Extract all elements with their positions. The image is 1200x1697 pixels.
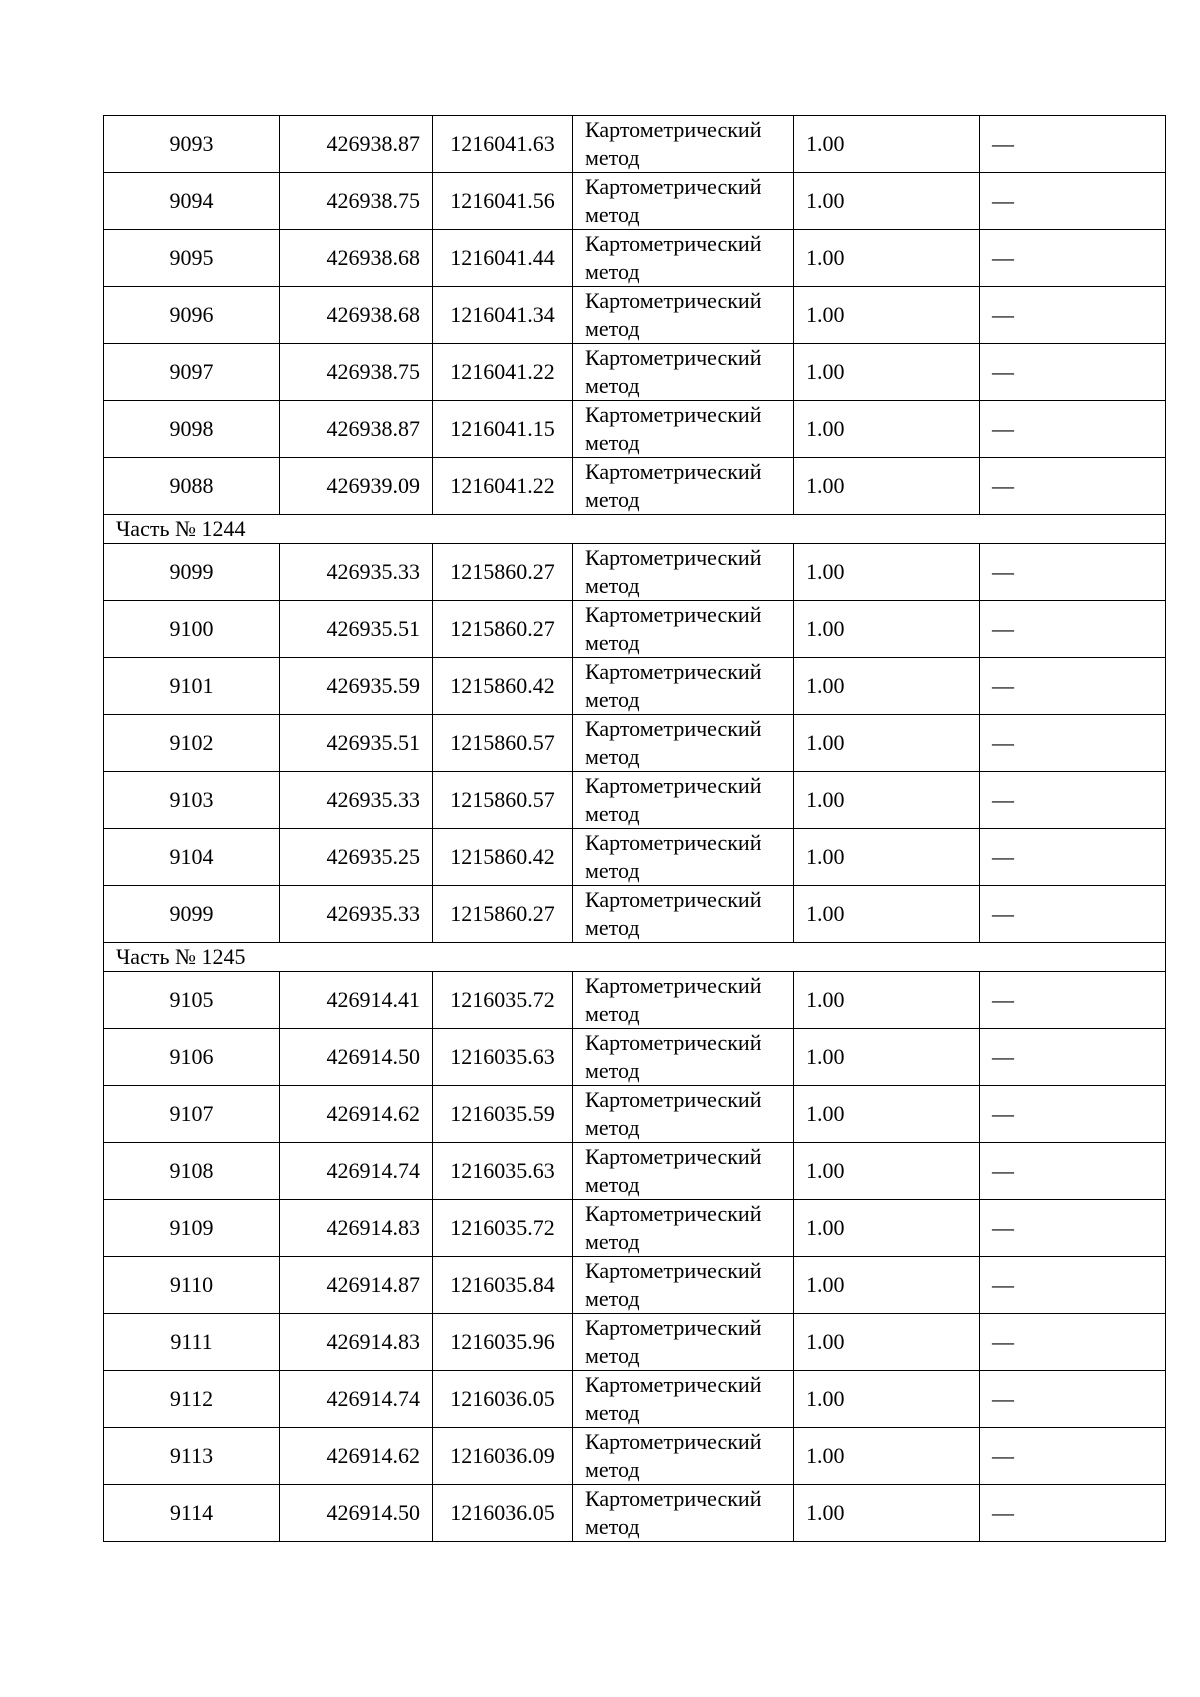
method-line-1: Картометрический bbox=[585, 1429, 762, 1454]
x-coordinate: 426914.83 bbox=[280, 1200, 433, 1257]
y-coordinate: 1215860.42 bbox=[433, 658, 573, 715]
description-value: — bbox=[980, 1029, 1166, 1086]
table-row bbox=[104, 1428, 1166, 1485]
point-number: 9114 bbox=[104, 1485, 280, 1542]
method-line-1: Картометрический bbox=[585, 545, 762, 570]
description-value: — bbox=[980, 230, 1166, 287]
method-cell bbox=[573, 1029, 794, 1086]
method-cell bbox=[573, 458, 794, 515]
method-cell bbox=[573, 1314, 794, 1371]
x-coordinate: 426938.75 bbox=[280, 173, 433, 230]
method-line-2: метод bbox=[585, 487, 640, 512]
accuracy-value: 1.00 bbox=[794, 544, 980, 601]
accuracy-value: 1.00 bbox=[794, 1086, 980, 1143]
accuracy-value: 1.00 bbox=[794, 344, 980, 401]
point-number: 9112 bbox=[104, 1371, 280, 1428]
method-line-1: Картометрический bbox=[585, 117, 762, 142]
coordinates-table bbox=[103, 115, 1166, 1542]
y-coordinate: 1216041.15 bbox=[433, 401, 573, 458]
method-cell bbox=[573, 715, 794, 772]
y-coordinate: 1216041.63 bbox=[433, 116, 573, 173]
point-number: 9095 bbox=[104, 230, 280, 287]
table-row bbox=[104, 886, 1166, 943]
x-coordinate: 426938.75 bbox=[280, 344, 433, 401]
table-row bbox=[104, 1200, 1166, 1257]
x-coordinate: 426935.33 bbox=[280, 886, 433, 943]
table-row bbox=[104, 173, 1166, 230]
table-row bbox=[104, 601, 1166, 658]
accuracy-value: 1.00 bbox=[794, 1428, 980, 1485]
method-line-2: метод bbox=[585, 687, 640, 712]
method-cell bbox=[573, 1485, 794, 1542]
method-line-2: метод bbox=[585, 915, 640, 940]
accuracy-value: 1.00 bbox=[794, 401, 980, 458]
method-cell bbox=[573, 1086, 794, 1143]
point-number: 9104 bbox=[104, 829, 280, 886]
y-coordinate: 1215860.27 bbox=[433, 544, 573, 601]
x-coordinate: 426935.25 bbox=[280, 829, 433, 886]
accuracy-value: 1.00 bbox=[794, 1257, 980, 1314]
y-coordinate: 1215860.27 bbox=[433, 886, 573, 943]
description-value: — bbox=[980, 1485, 1166, 1542]
y-coordinate: 1216036.09 bbox=[433, 1428, 573, 1485]
accuracy-value: 1.00 bbox=[794, 715, 980, 772]
method-line-1: Картометрический bbox=[585, 345, 762, 370]
table-row bbox=[104, 544, 1166, 601]
method-line-2: метод bbox=[585, 573, 640, 598]
accuracy-value: 1.00 bbox=[794, 829, 980, 886]
table-row bbox=[104, 1143, 1166, 1200]
method-line-2: метод bbox=[585, 744, 640, 769]
y-coordinate: 1215860.57 bbox=[433, 715, 573, 772]
method-line-1: Картометрический bbox=[585, 887, 762, 912]
accuracy-value: 1.00 bbox=[794, 1371, 980, 1428]
y-coordinate: 1216035.63 bbox=[433, 1143, 573, 1200]
table-row bbox=[104, 344, 1166, 401]
method-line-1: Картометрический bbox=[585, 402, 762, 427]
y-coordinate: 1215860.42 bbox=[433, 829, 573, 886]
accuracy-value: 1.00 bbox=[794, 1314, 980, 1371]
method-cell bbox=[573, 116, 794, 173]
part-label: Часть № 1244 bbox=[104, 515, 1166, 544]
accuracy-value: 1.00 bbox=[794, 658, 980, 715]
method-line-1: Картометрический bbox=[585, 830, 762, 855]
x-coordinate: 426914.83 bbox=[280, 1314, 433, 1371]
description-value: — bbox=[980, 1428, 1166, 1485]
method-line-2: метод bbox=[585, 316, 640, 341]
x-coordinate: 426935.33 bbox=[280, 544, 433, 601]
method-cell bbox=[573, 401, 794, 458]
method-line-1: Картометрический bbox=[585, 459, 762, 484]
method-line-2: метод bbox=[585, 202, 640, 227]
table-row bbox=[104, 1257, 1166, 1314]
table-row bbox=[104, 1371, 1166, 1428]
point-number: 9100 bbox=[104, 601, 280, 658]
method-cell bbox=[573, 886, 794, 943]
method-line-1: Картометрический bbox=[585, 716, 762, 741]
method-line-1: Картометрический bbox=[585, 1486, 762, 1511]
method-line-2: метод bbox=[585, 430, 640, 455]
y-coordinate: 1216035.96 bbox=[433, 1314, 573, 1371]
description-value: — bbox=[980, 715, 1166, 772]
x-coordinate: 426935.59 bbox=[280, 658, 433, 715]
accuracy-value: 1.00 bbox=[794, 972, 980, 1029]
point-number: 9099 bbox=[104, 886, 280, 943]
y-coordinate: 1216035.72 bbox=[433, 1200, 573, 1257]
description-value: — bbox=[980, 401, 1166, 458]
description-value: — bbox=[980, 972, 1166, 1029]
method-cell bbox=[573, 772, 794, 829]
y-coordinate: 1216041.22 bbox=[433, 458, 573, 515]
x-coordinate: 426914.74 bbox=[280, 1143, 433, 1200]
x-coordinate: 426938.87 bbox=[280, 401, 433, 458]
method-line-1: Картометрический bbox=[585, 1201, 762, 1226]
method-line-1: Картометрический bbox=[585, 1030, 762, 1055]
x-coordinate: 426935.33 bbox=[280, 772, 433, 829]
accuracy-value: 1.00 bbox=[794, 772, 980, 829]
part-header-row bbox=[104, 943, 1166, 972]
accuracy-value: 1.00 bbox=[794, 1200, 980, 1257]
method-line-1: Картометрический bbox=[585, 288, 762, 313]
method-line-2: метод bbox=[585, 1343, 640, 1368]
x-coordinate: 426938.68 bbox=[280, 287, 433, 344]
table-row bbox=[104, 972, 1166, 1029]
point-number: 9094 bbox=[104, 173, 280, 230]
method-cell bbox=[573, 173, 794, 230]
method-cell bbox=[573, 544, 794, 601]
method-line-1: Картометрический bbox=[585, 659, 762, 684]
part-label: Часть № 1245 bbox=[104, 943, 1166, 972]
method-line-2: метод bbox=[585, 373, 640, 398]
accuracy-value: 1.00 bbox=[794, 458, 980, 515]
method-line-2: метод bbox=[585, 1514, 640, 1539]
point-number: 9101 bbox=[104, 658, 280, 715]
x-coordinate: 426914.62 bbox=[280, 1428, 433, 1485]
method-line-1: Картометрический bbox=[585, 602, 762, 627]
method-cell bbox=[573, 1143, 794, 1200]
method-line-2: метод bbox=[585, 1286, 640, 1311]
table-row bbox=[104, 230, 1166, 287]
table-row bbox=[104, 715, 1166, 772]
y-coordinate: 1216041.56 bbox=[433, 173, 573, 230]
point-number: 9111 bbox=[104, 1314, 280, 1371]
method-line-1: Картометрический bbox=[585, 231, 762, 256]
x-coordinate: 426939.09 bbox=[280, 458, 433, 515]
description-value: — bbox=[980, 1086, 1166, 1143]
table-row bbox=[104, 401, 1166, 458]
point-number: 9108 bbox=[104, 1143, 280, 1200]
x-coordinate: 426938.87 bbox=[280, 116, 433, 173]
point-number: 9110 bbox=[104, 1257, 280, 1314]
description-value: — bbox=[980, 544, 1166, 601]
point-number: 9113 bbox=[104, 1428, 280, 1485]
method-line-2: метод bbox=[585, 1229, 640, 1254]
y-coordinate: 1216041.44 bbox=[433, 230, 573, 287]
table-row bbox=[104, 287, 1166, 344]
accuracy-value: 1.00 bbox=[794, 287, 980, 344]
description-value: — bbox=[980, 287, 1166, 344]
table-body bbox=[104, 116, 1166, 1542]
method-line-2: метод bbox=[585, 1457, 640, 1482]
method-line-1: Картометрический bbox=[585, 1258, 762, 1283]
method-line-1: Картометрический bbox=[585, 1087, 762, 1112]
method-line-2: метод bbox=[585, 1058, 640, 1083]
table-row bbox=[104, 772, 1166, 829]
method-line-2: метод bbox=[585, 1172, 640, 1197]
point-number: 9107 bbox=[104, 1086, 280, 1143]
method-cell bbox=[573, 287, 794, 344]
y-coordinate: 1216036.05 bbox=[433, 1485, 573, 1542]
method-line-2: метод bbox=[585, 801, 640, 826]
x-coordinate: 426914.62 bbox=[280, 1086, 433, 1143]
point-number: 9097 bbox=[104, 344, 280, 401]
point-number: 9088 bbox=[104, 458, 280, 515]
point-number: 9109 bbox=[104, 1200, 280, 1257]
method-cell bbox=[573, 1428, 794, 1485]
description-value: — bbox=[980, 1200, 1166, 1257]
accuracy-value: 1.00 bbox=[794, 173, 980, 230]
method-cell bbox=[573, 344, 794, 401]
description-value: — bbox=[980, 344, 1166, 401]
method-line-1: Картометрический bbox=[585, 1315, 762, 1340]
accuracy-value: 1.00 bbox=[794, 1143, 980, 1200]
method-line-2: метод bbox=[585, 858, 640, 883]
method-line-1: Картометрический bbox=[585, 1144, 762, 1169]
description-value: — bbox=[980, 772, 1166, 829]
x-coordinate: 426914.41 bbox=[280, 972, 433, 1029]
y-coordinate: 1216041.22 bbox=[433, 344, 573, 401]
table-row bbox=[104, 1485, 1166, 1542]
y-coordinate: 1215860.27 bbox=[433, 601, 573, 658]
y-coordinate: 1216041.34 bbox=[433, 287, 573, 344]
accuracy-value: 1.00 bbox=[794, 886, 980, 943]
method-cell bbox=[573, 1200, 794, 1257]
point-number: 9102 bbox=[104, 715, 280, 772]
y-coordinate: 1215860.57 bbox=[433, 772, 573, 829]
description-value: — bbox=[980, 829, 1166, 886]
point-number: 9093 bbox=[104, 116, 280, 173]
point-number: 9099 bbox=[104, 544, 280, 601]
y-coordinate: 1216035.72 bbox=[433, 972, 573, 1029]
point-number: 9103 bbox=[104, 772, 280, 829]
description-value: — bbox=[980, 1143, 1166, 1200]
x-coordinate: 426935.51 bbox=[280, 715, 433, 772]
method-cell bbox=[573, 658, 794, 715]
accuracy-value: 1.00 bbox=[794, 230, 980, 287]
description-value: — bbox=[980, 458, 1166, 515]
accuracy-value: 1.00 bbox=[794, 601, 980, 658]
description-value: — bbox=[980, 1257, 1166, 1314]
description-value: — bbox=[980, 658, 1166, 715]
description-value: — bbox=[980, 1371, 1166, 1428]
method-line-2: метод bbox=[585, 1001, 640, 1026]
point-number: 9105 bbox=[104, 972, 280, 1029]
method-cell bbox=[573, 829, 794, 886]
method-line-1: Картометрический bbox=[585, 973, 762, 998]
y-coordinate: 1216035.84 bbox=[433, 1257, 573, 1314]
y-coordinate: 1216035.59 bbox=[433, 1086, 573, 1143]
description-value: — bbox=[980, 116, 1166, 173]
x-coordinate: 426914.50 bbox=[280, 1485, 433, 1542]
method-cell bbox=[573, 1371, 794, 1428]
point-number: 9096 bbox=[104, 287, 280, 344]
table-row bbox=[104, 1314, 1166, 1371]
method-cell bbox=[573, 1257, 794, 1314]
part-header-row bbox=[104, 515, 1166, 544]
method-cell bbox=[573, 972, 794, 1029]
y-coordinate: 1216035.63 bbox=[433, 1029, 573, 1086]
method-line-2: метод bbox=[585, 630, 640, 655]
y-coordinate: 1216036.05 bbox=[433, 1371, 573, 1428]
x-coordinate: 426914.50 bbox=[280, 1029, 433, 1086]
method-line-2: метод bbox=[585, 1115, 640, 1140]
x-coordinate: 426914.74 bbox=[280, 1371, 433, 1428]
table-row bbox=[104, 1086, 1166, 1143]
description-value: — bbox=[980, 601, 1166, 658]
accuracy-value: 1.00 bbox=[794, 116, 980, 173]
method-line-1: Картометрический bbox=[585, 174, 762, 199]
x-coordinate: 426935.51 bbox=[280, 601, 433, 658]
table-row bbox=[104, 116, 1166, 173]
method-line-2: метод bbox=[585, 145, 640, 170]
method-line-1: Картометрический bbox=[585, 1372, 762, 1397]
method-line-2: метод bbox=[585, 1400, 640, 1425]
description-value: — bbox=[980, 1314, 1166, 1371]
method-line-2: метод bbox=[585, 259, 640, 284]
table-row bbox=[104, 829, 1166, 886]
x-coordinate: 426914.87 bbox=[280, 1257, 433, 1314]
method-cell bbox=[573, 230, 794, 287]
table-row bbox=[104, 458, 1166, 515]
accuracy-value: 1.00 bbox=[794, 1485, 980, 1542]
accuracy-value: 1.00 bbox=[794, 1029, 980, 1086]
description-value: — bbox=[980, 886, 1166, 943]
description-value: — bbox=[980, 173, 1166, 230]
method-line-1: Картометрический bbox=[585, 773, 762, 798]
point-number: 9098 bbox=[104, 401, 280, 458]
x-coordinate: 426938.68 bbox=[280, 230, 433, 287]
table-row bbox=[104, 1029, 1166, 1086]
point-number: 9106 bbox=[104, 1029, 280, 1086]
method-cell bbox=[573, 601, 794, 658]
table-row bbox=[104, 658, 1166, 715]
